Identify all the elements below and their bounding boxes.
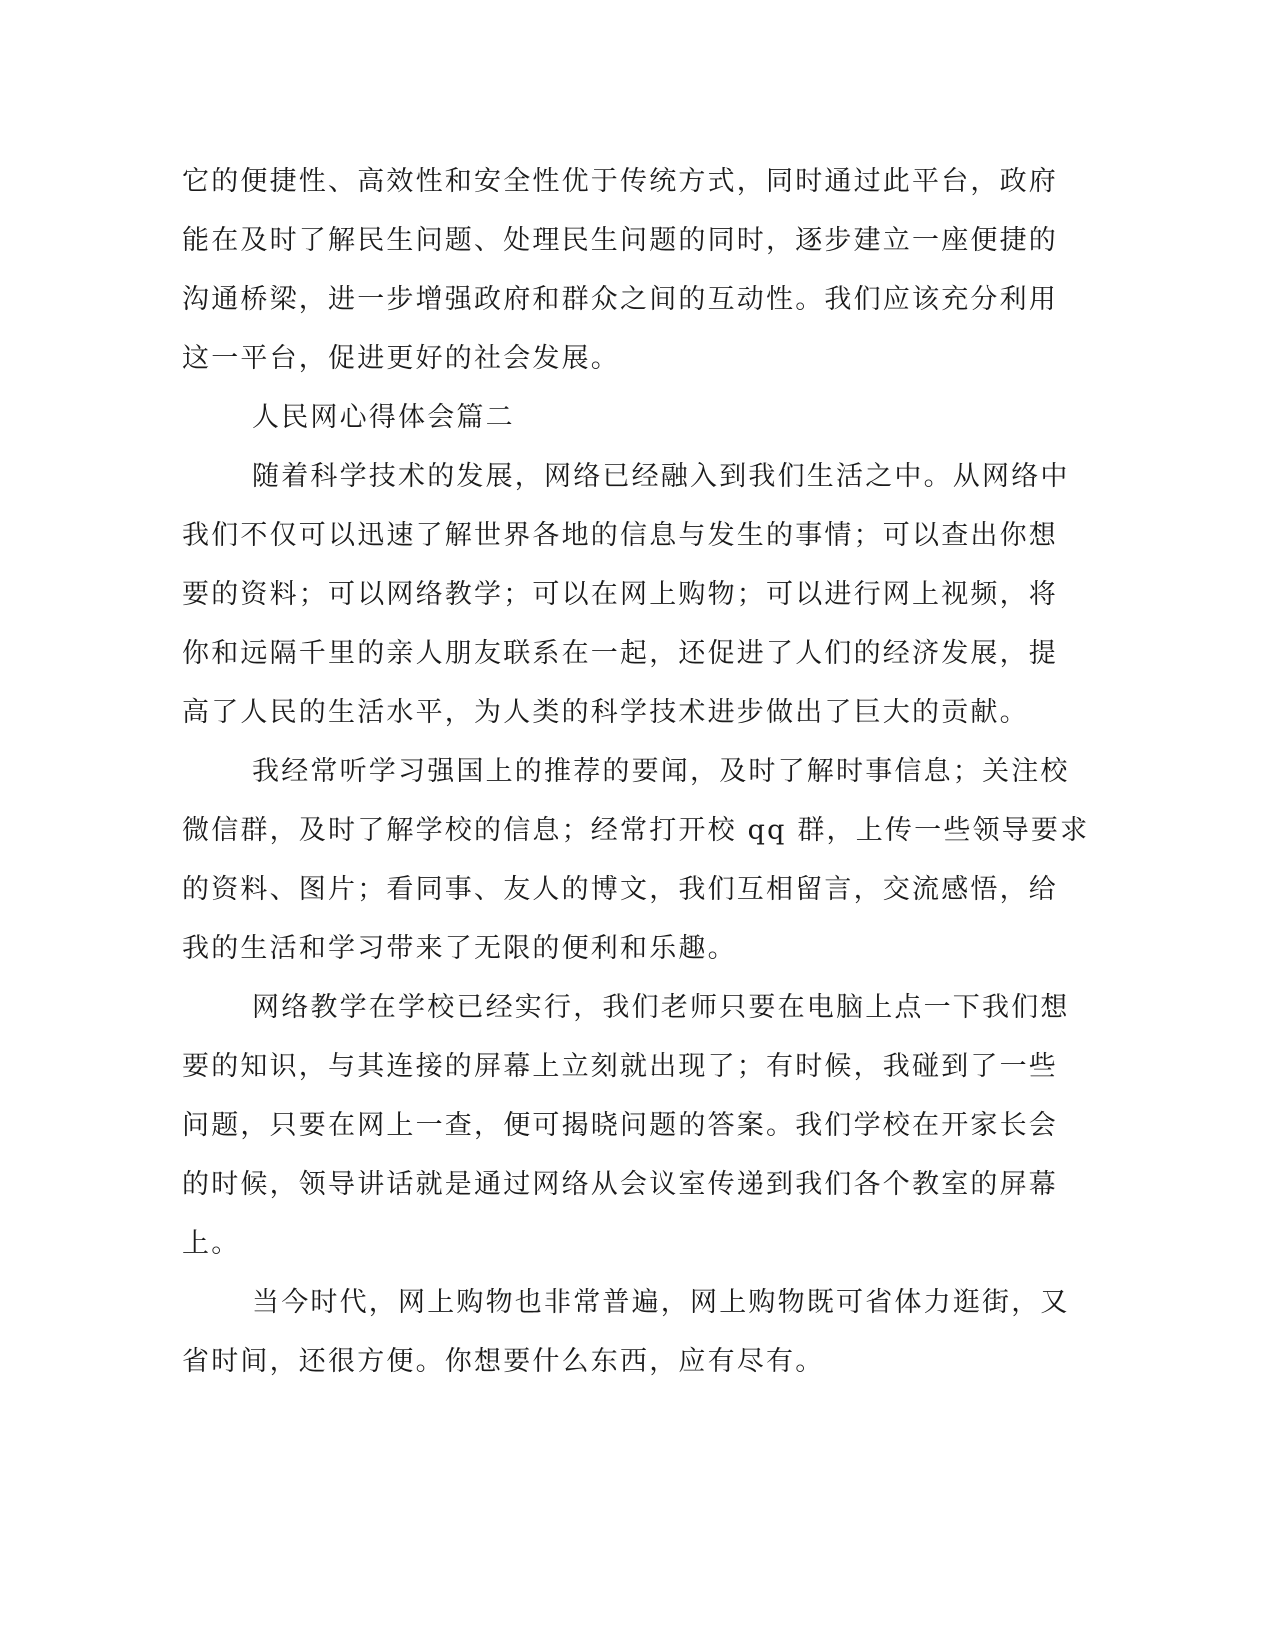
text-line: 上。: [182, 1228, 241, 1259]
text-line: 沟通桥梁，进一步增强政府和群众之间的互动性。我们应该充分利用: [182, 284, 1058, 315]
text-line: 我的生活和学习带来了无限的便利和乐趣。: [182, 933, 737, 964]
text-line: 高了人民的生活水平，为人类的科学技术进步做出了巨大的贡献。: [182, 697, 1029, 728]
text-line: 它的便捷性、高效性和安全性优于传统方式，同时通过此平台，政府: [182, 166, 1058, 197]
text-line: 这一平台，促进更好的社会发展。: [182, 343, 620, 374]
paragraph-3: [182, 752, 1090, 988]
text-line: 你和远隔千里的亲人朋友联系在一起，还促进了人们的经济发展，提: [182, 638, 1058, 669]
paragraph-1: [182, 162, 1058, 398]
text-line: 问题，只要在网上一查，便可揭晓问题的答案。我们学校在开家长会: [182, 1110, 1058, 1141]
text-line: 我经常听学习强国上的推荐的要闻，及时了解时事信息；关注校: [252, 756, 1070, 787]
text-line: 的资料、图片；看同事、友人的博文，我们互相留言，交流感悟，给: [182, 874, 1058, 905]
text-line: 随着科学技术的发展，网络已经融入到我们生活之中。从网络中: [252, 461, 1070, 492]
text-line: 要的知识，与其连接的屏幕上立刻就出现了；有时候，我碰到了一些: [182, 1051, 1058, 1082]
paragraph-2: [182, 457, 1070, 752]
text-line: 的时候，领导讲话就是通过网络从会议室传递到我们各个教室的屏幕: [182, 1169, 1058, 1200]
document-body: [182, 162, 1090, 1401]
paragraph-4: [182, 988, 1070, 1283]
text-line: 要的资料；可以网络教学；可以在网上购物；可以进行网上视频，将: [182, 579, 1058, 610]
section-heading: [182, 398, 1032, 457]
paragraph-5: [182, 1283, 1070, 1401]
text-line: 微信群，及时了解学校的信息；经常打开校 qq 群，上传一些领导要求: [182, 815, 1090, 846]
text-line: 网络教学在学校已经实行，我们老师只要在电脑上点一下我们想: [252, 992, 1070, 1023]
text-line: 当今时代，网上购物也非常普遍，网上购物既可省体力逛街，又: [252, 1287, 1070, 1318]
text-line: 省时间，还很方便。你想要什么东西，应有尽有。: [182, 1346, 825, 1377]
text-line: 我们不仅可以迅速了解世界各地的信息与发生的事情；可以查出你想: [182, 520, 1058, 551]
text-line: 能在及时了解民生问题、处理民生问题的同时，逐步建立一座便捷的: [182, 225, 1058, 256]
heading-text: 人民网心得体会篇二: [252, 402, 515, 433]
